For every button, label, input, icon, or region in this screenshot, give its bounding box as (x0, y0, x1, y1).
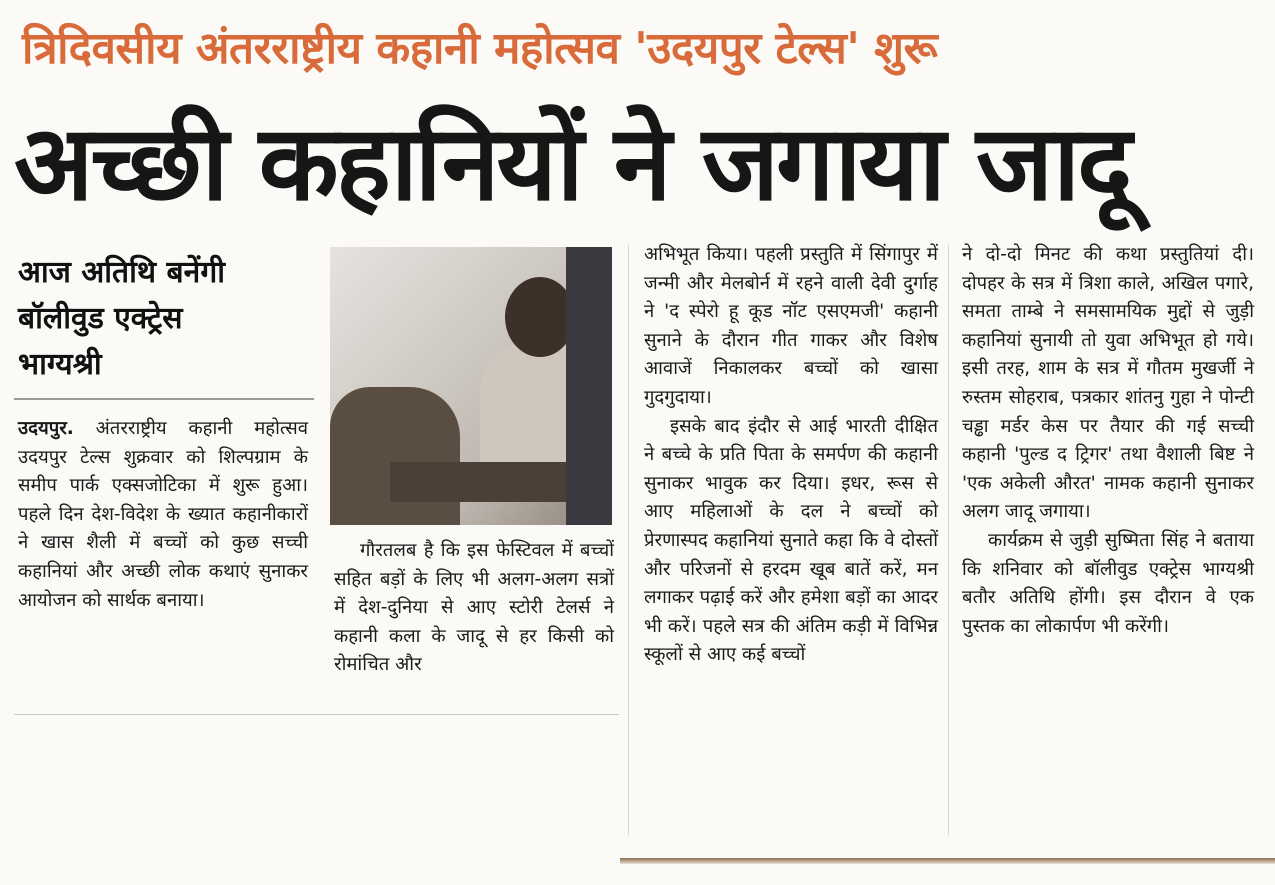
column-3-paragraph-2: इसके बाद इंदौर से आई भारती दीक्षित ने बच्चे के प्रति पिता के समर्पण की कहानी सुनाकर भावुक कर दिया। इधर, रूस से आए महिलाओं के दल ने बच्चों को प्रेरणास्पद कहानियां सुनाते कहा कि वे दोस्तों और परिजनों से हरदम खूब बातें करें, मन लगाकर पढ़ाई करें और हमेशा बड़ों का आदर भी करें। पहले सत्र की अंतिम कड़ी में विभिन्न स्कूलों से आए कई बच्चों (644, 415, 938, 666)
column-divider (948, 245, 949, 835)
news-photo (330, 247, 612, 525)
article-column-3 (644, 241, 938, 670)
kicker-headline: त्रिदिवसीय अंतरराष्ट्रीय कहानी महोत्सव 'उदयपुर टेल्स' शुरू (22, 23, 938, 74)
subhead-line-2: बॉलीवुड एक्ट्रेस (18, 301, 183, 336)
column-4-paragraph-2: कार्यक्रम से जुड़ी सुष्मिता सिंह ने बताया कि शनिवार को बॉलीवुड एक्ट्रेस भाग्यश्री बतौर अतिथि होंगी। इस दौरान वे एक पुस्तक का लोकार्पण भी करेंगी। (962, 529, 1254, 637)
column-3-paragraph-1: अभिभूत किया। पहली प्रस्तुति में सिंगापुर में जन्मी और मेलबोर्न में रहने वाली देवी दुर्गाह ने 'द स्पेरो हू कूड नॉट एसएमजी' कहानी सुनाने के दौरान गीत गाकर और विशेष आवाजें निकालकर बच्चों को खासा गुदगुदाया। (644, 244, 938, 408)
column-2-text: गौरतलब है कि इस फेस्टिवल में बच्चों सहित बड़ों के लिए भी अलग-अलग सत्रों में देश-दुनिया से आए स्टोरी टेलर्स ने कहानी कला के जादू से हर किसी को रोमांचित और (334, 540, 614, 676)
column-divider (628, 245, 629, 835)
article-column-1 (18, 415, 308, 615)
column-4-paragraph-1: ने दो-दो मिनट की कथा प्रस्तुतियां दी। दोपहर के सत्र में त्रिशा काले, अखिल पगारे, समता ताम्बे ने समसामयिक मुद्दों से जुड़ी कहानियां सुनायी तो युवा अभिभूत हो गये। इसी तरह, शाम के सत्र में गौतम मुखर्जी ने रुस्तम सोहराब, पत्रकार शांतनु गुहा ने पोन्टी चड्ढा मर्डर केस पर तैयार की गई सच्ची कहानी 'पुल्ड द ट्रिगर' तथा वैशाली बिष्ट ने 'एक अकेली औरत' नामक कहानी सुनाकर अलग जादू जगाया। (962, 244, 1254, 523)
column-divider-horizontal (14, 714, 619, 715)
main-headline: अच्छी कहानियों ने जगाया जादू (14, 102, 1130, 224)
subheadline (18, 250, 318, 388)
subhead-line-1: आज अतिथि बनेंगी (18, 255, 225, 290)
clipping-edge-shadow (620, 858, 1275, 864)
article-column-4 (962, 241, 1254, 641)
column-1-text: अंतरराष्ट्रीय कहानी महोत्सव उदयपुर टेल्स शुक्रवार को शिल्पग्राम के समीप पार्क एक्सजोटिका में शुरू हुआ। पहले दिन देश-विदेश के ख्यात कहानीकारों ने खास शैली में बच्चों को कुछ सच्ची कहानियां और अच्छी लोक कथाएं सुनाकर आयोजन को सार्थक बनाया। (18, 418, 308, 611)
article-column-2 (334, 537, 614, 680)
subhead-line-3: भाग्यश्री (18, 347, 102, 382)
subhead-divider (14, 398, 314, 400)
dateline: उदयपुर. (18, 418, 74, 439)
